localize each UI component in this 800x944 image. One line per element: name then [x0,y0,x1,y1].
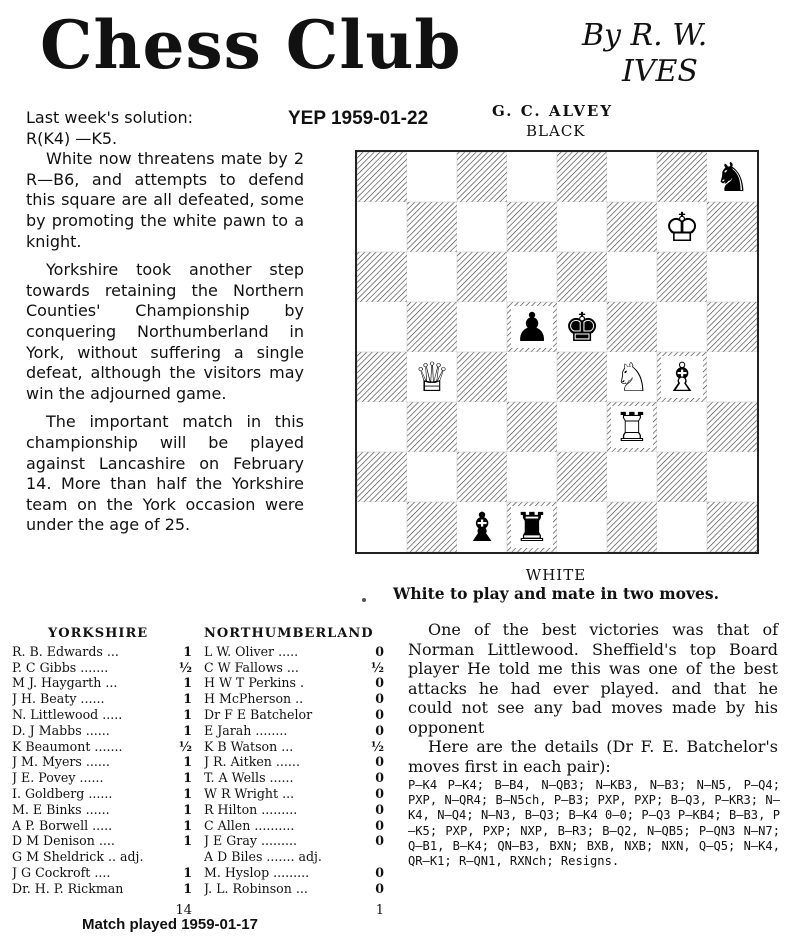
player-score: 1 [183,770,192,786]
player-row [204,786,384,802]
player-row [204,660,384,676]
paragraph-details: Here are the details (Dr F. E. Batchelor's moves first in each pair): [408,737,778,776]
paragraph-championship: Yorkshire took another step towards retaining the Northern Counties' Championship by conquering Northumberland in York, without suffering a single defeat, although the visitors may win the adjourned game. [26,260,304,403]
white-rook-icon: ♖ [614,405,650,451]
light-square [357,502,407,552]
player-name: Dr F E Batchelor [204,706,313,722]
light-square [707,252,757,302]
player-score: 1 [183,817,192,833]
player-name: J G Cockroft .... [12,864,111,880]
player-name: T. A Wells ...... [204,770,294,786]
dark-square [607,202,657,252]
masthead-title: Chess Club [40,6,462,84]
player-row [12,644,192,660]
player-name: M. Hyslop ......... [204,864,310,880]
dark-square [407,302,457,352]
solution-line1: Last week's solution: [26,108,194,127]
separator-dot [362,598,366,602]
player-row [204,723,384,739]
black-rook-icon: ♜ [514,505,550,551]
black-king-icon: ♚ [564,305,600,351]
yorkshire-heading: YORKSHIRE [48,626,149,641]
northumberland-total: 1 [375,902,384,918]
dark-square [707,402,757,452]
player-name: R. B. Edwards ... [12,643,119,659]
dark-square [557,352,607,402]
light-square [657,302,707,352]
light-square [557,402,607,452]
player-row [204,881,384,897]
light-square [407,152,457,202]
white-bishop-icon: ♗ [664,355,700,401]
player-row [204,818,384,834]
light-square [507,252,557,302]
player-score: 0 [375,801,384,817]
player-name: R Hilton ......... [204,801,298,817]
footnote: Match played 1959-01-17 [82,916,258,933]
player-name: M J. Haygarth ... [12,675,118,691]
player-name: N. Littlewood ..... [12,706,123,722]
column-left [26,108,304,536]
yorkshire-total: 14 [175,902,192,918]
light-square [407,252,457,302]
player-score: 1 [183,754,192,770]
player-row [204,802,384,818]
player-name: H W T Perkins . [204,675,304,691]
player-row [12,754,192,770]
player-name: D M Denison .... [12,833,115,849]
light-square [607,252,657,302]
player-name: M. E Binks ...... [12,801,110,817]
player-row [12,833,192,849]
dark-square [557,152,607,202]
player-row [12,691,192,707]
dark-square [707,302,757,352]
player-score: ½ [178,738,192,754]
byline-line1: By R. W. [582,18,708,53]
player-name: Dr. H. P. Rickman [12,880,124,896]
player-name: J. L. Robinson ... [204,880,308,896]
player-score: 0 [375,785,384,801]
player-name: J E. Povey ...... [12,770,104,786]
light-square [457,302,507,352]
player-name: J H. Beaty ...... [12,691,105,707]
player-row [204,691,384,707]
white-knight-icon: ♘ [614,355,650,401]
player-row [12,660,192,676]
paragraph-littlewood: One of the best victories was that of Norman Littlewood. Sheffield's top Board player He told me this was one of the best attacks he had ever played. and that he could not see any bad moves made by his opponent [408,620,778,737]
player-row [12,818,192,834]
dark-square [657,452,707,502]
white-label: WHITE [525,566,587,584]
player-score: 1 [183,864,192,880]
dark-square [357,252,407,302]
player-score: 0 [375,754,384,770]
light-square [507,352,557,402]
player-row [12,770,192,786]
player-score: 1 [183,691,192,707]
dark-square [357,452,407,502]
player-name: J R. Aitken ...... [204,754,300,770]
light-square [457,202,507,252]
dark-square [357,352,407,402]
dark-square [407,402,457,452]
player-score: 1 [183,675,192,691]
player-score: 0 [375,675,384,691]
player-score: ½ [370,659,384,675]
dark-square [357,152,407,202]
player-row [204,833,384,849]
northumberland-table [204,626,384,918]
chess-board [355,150,759,554]
player-score: 0 [375,864,384,880]
player-name: C W Fallows ... [204,659,299,675]
light-square [457,402,507,452]
player-name: K Beaumont ....... [12,738,123,754]
player-row [204,849,384,865]
player-row [12,881,192,897]
player-row [204,865,384,881]
black-knight-icon: ♞ [714,155,750,201]
light-square [357,302,407,352]
player-row [12,802,192,818]
light-square [357,402,407,452]
player-score: ½ [178,659,192,675]
light-square [407,452,457,502]
dark-square [457,252,507,302]
player-score: 0 [375,722,384,738]
player-score: 1 [183,801,192,817]
northumberland-heading: NORTHUMBERLAND [204,626,374,641]
dark-square [607,502,657,552]
light-square [357,202,407,252]
dark-square [557,252,607,302]
yorkshire-rows [12,644,192,897]
byline [582,18,707,90]
light-square [657,402,707,452]
player-row [12,739,192,755]
player-score: 0 [375,833,384,849]
board-diagram [357,152,757,552]
player-row [12,723,192,739]
player-name: H McPherson .. [204,691,304,707]
player-name: P. C Gibbs ....... [12,659,109,675]
light-square [557,502,607,552]
player-row [204,739,384,755]
player-score: 1 [183,880,192,896]
column-right [408,620,778,776]
light-square [557,202,607,252]
light-square [607,152,657,202]
light-square [707,352,757,402]
player-name: A D Biles ....... adj. [204,849,322,865]
player-score: 0 [375,817,384,833]
player-score: 0 [375,691,384,707]
player-score [174,849,192,865]
dark-square [707,202,757,252]
dark-square [457,452,507,502]
problem-task: White to play and mate in two moves. [393,584,719,603]
player-score: 1 [183,722,192,738]
dark-square [457,152,507,202]
player-row [204,675,384,691]
black-label: BLACK [526,122,586,140]
black-pawn-icon: ♟ [514,305,550,351]
player-name: A P. Borwell ..... [12,817,113,833]
player-score: 1 [183,785,192,801]
black-bishop-icon: ♝ [464,505,500,551]
light-square [707,452,757,502]
player-name: I. Goldberg ...... [12,785,113,801]
player-name: D. J Mabbs ...... [12,722,110,738]
player-row [204,770,384,786]
white-queen-icon: ♕ [414,355,450,401]
player-name: G M Sheldrick .. adj. [12,849,144,865]
dark-square [457,352,507,402]
player-row [12,707,192,723]
light-square [657,502,707,552]
player-score: ½ [370,738,384,754]
player-name: C Allen .......... [204,817,295,833]
dark-square [657,152,707,202]
player-score: 0 [375,770,384,786]
dark-square [507,202,557,252]
dark-square [557,452,607,502]
paragraph-threat: White now threatens mate by 2 R—B6, and attempts to defend this square are all defeated, some by promoting the white pawn to a knight. [26,149,304,251]
yorkshire-table [12,626,192,918]
light-square [507,152,557,202]
player-name: L W. Oliver ..... [204,643,299,659]
player-score: 0 [375,706,384,722]
player-name: E Jarah ........ [204,722,288,738]
light-square [507,452,557,502]
player-score: 1 [183,643,192,659]
dark-square [607,302,657,352]
player-row [204,707,384,723]
dark-square [507,402,557,452]
composer-name: G. C. ALVEY [492,102,614,120]
white-king-icon: ♔ [664,205,700,251]
player-score [366,849,384,865]
player-name: J M. Myers ...... [12,754,110,770]
dark-square [407,202,457,252]
player-row [204,644,384,660]
light-square [607,452,657,502]
dark-square [657,252,707,302]
player-row [12,865,192,881]
northumberland-rows [204,644,384,897]
solution-line2: R(K4) —K5. [26,128,118,148]
player-score: 0 [375,880,384,896]
paragraph-lancashire: The important match in this championship will be played against Lancashire on February 14. More than half the Yorkshire team on the York occasion were under the age of 25. [26,412,304,535]
player-score: 0 [375,643,384,659]
player-row [12,786,192,802]
dark-square [407,502,457,552]
player-name: J E Gray ......... [204,833,297,849]
player-name: K B Watson ... [204,738,294,754]
game-moves: P—K4 P—K4; B—B4, N—QB3; N—KB3, N—B3; N—N5, P—Q4; PXP, N—QR4; B—N5ch, P—B3; PXP, PXP; B—Q3, P—KR3; N—K4, N—Q4; N—N3, B—Q3; B—K4 0—0; P—Q3 P—KB4; B—B3, P—K5; PXP, PXP; NXP, B—R3; B—Q2, N—QB5; P—QN3 N—N7; Q—B1, B—K4; QN—B3, BXN; BXB, NXB; NXN, Q—Q5; N—K4, QR—K1; R—QN1, RXNch; Resigns. [408,778,780,869]
player-row [12,675,192,691]
player-name: W R Wright ... [204,785,295,801]
date-stamp: YEP 1959-01-22 [288,108,429,129]
player-row [12,849,192,865]
dark-square [707,502,757,552]
player-score: 1 [183,833,192,849]
player-score: 1 [183,706,192,722]
byline-line2: IVES [622,54,698,89]
player-row [204,754,384,770]
